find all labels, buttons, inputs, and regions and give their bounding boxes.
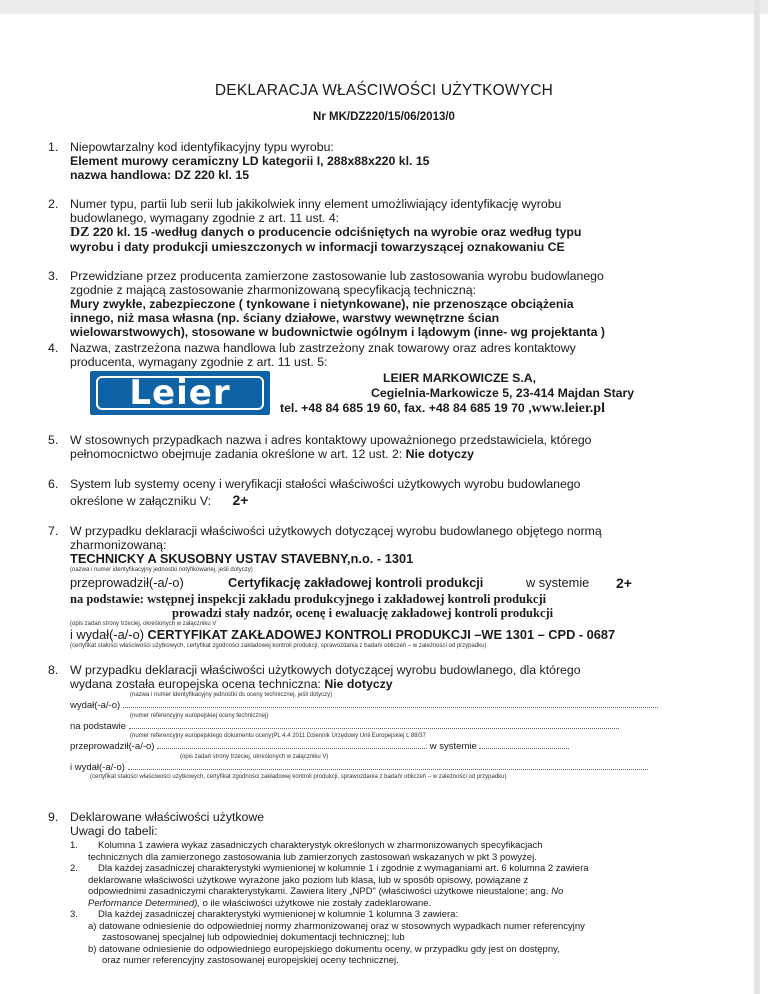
note-text: oraz numer referencyjny zastosowanej europejskiej oceny technicznej. (102, 955, 399, 966)
label: i wydał(-a/-o) (70, 627, 144, 642)
note-text: o ile właściwości użytkowe nie zostały zadeklarowane. (199, 897, 432, 909)
section-number: 5. (48, 433, 59, 447)
note-number: 3. (70, 909, 78, 920)
section-7 (48, 524, 690, 650)
type-number-cont: wyrobu i daty produkcji umieszczonych w informacji towarzyszącej oznakowaniu CE (70, 240, 565, 254)
section-4 (48, 341, 690, 369)
section-number: 3. (48, 269, 59, 283)
section-text: określone w załączniku V: (70, 494, 212, 508)
notes-title: Uwagi do tabeli: (70, 824, 158, 838)
label: na podstawie (70, 720, 126, 732)
section-text: Niepowtarzalny kod identyfikacyjny typu wyrobu: (70, 140, 334, 154)
caption: (certyfikat stałości właściwości użytkowych, certyfikat zgodności zakładowej kontroli produkcji, sprawozdania z badań/ obliczeń – w zależności od przypadku) (90, 774, 507, 780)
intended-use: innego, niż masa własna (np. ściany działowe, warstwy wewnętrzne ścian (70, 311, 500, 325)
type-text: 220 kl. 15 -według danych o producencie odciśniętych na wyrobie oraz według typu (89, 225, 582, 239)
caption: (certyfikat stałości właściwości użytkowych, certyfikat zgodności zakładowej kontroli produkcji, sprawozdania z badań/ obliczeń – w zależności od przypadku) (70, 643, 487, 649)
blank-line (157, 740, 427, 749)
section-8 (48, 663, 690, 781)
avcp-system: 2+ (232, 492, 249, 508)
section-9 (48, 810, 690, 967)
section-number: 1. (48, 140, 59, 154)
section-5 (48, 433, 690, 461)
caption: (opis zadań strony trzeciej, określonych w załączniku V) (180, 753, 329, 760)
certificate-number: CERTYFIKAT ZAKŁADOWEJ KONTROLI PRODUKCJI –WE 1301 – CPD - 0687 (147, 627, 616, 642)
product-code: Element murowy ceramiczny LD kategorii I, 288x88x220 kl. 15 (70, 154, 430, 168)
note-number: 2. (70, 863, 78, 874)
section-number: 9. (48, 810, 59, 824)
caption: (nazwa i numer identyfikacyjny jednostki ds oceny technicznej, jeśli dotyczy) (130, 692, 333, 698)
contact-phone-fax: tel. +48 84 685 19 60, fax. +48 84 685 19 70 , (280, 401, 532, 415)
blank-line (129, 720, 619, 729)
certification-line (70, 576, 690, 592)
note-text: technicznych dla zamierzonego zastosowania lub zamierzonych zastosowań wskazanych w pkt 3 powyżej. (88, 851, 537, 863)
note-1 (70, 840, 690, 863)
notified-body: TECHNICKY A SKUSOBNY USTAV STAVEBNY,n.o. - 1301 (70, 551, 414, 566)
company-address: Cegielnia-Markowicze 5, 23-414 Majdan Stary (371, 386, 635, 400)
company-contact (280, 401, 605, 417)
section-heading: Deklarowane właściwości użytkowe (70, 810, 265, 824)
caption: (nazwa i numer identyfikacyjny jednostki notyfikowanej, jeśli dotyczy) (70, 567, 253, 573)
section-text: Przewidziane przez producenta zamierzone zastosowanie lub zastosowania wyrobu budowlanego (70, 269, 604, 283)
certification-type: Certyfikację zakładowej kontroli produkcji (228, 575, 484, 590)
blank-line (479, 740, 569, 749)
section-text: zgodnie z mającą zastosowanie zharmonizowaną specyfikacją techniczną: (70, 283, 477, 297)
type-number (70, 225, 690, 240)
system-value: 2+ (616, 575, 632, 591)
caption: (numer referencyjny europejskiej oceny technicznej) (130, 712, 269, 719)
note-number: 1. (70, 840, 78, 851)
section-text: W przypadku deklaracji właściwości użytkowych dotyczącej wyrobu budowlanego objętego normą (70, 524, 602, 538)
notes-list (70, 840, 690, 967)
section-text: System lub systemy oceny i weryfikacji stałości właściwości użytkowych wyrobu budowlanego (70, 477, 581, 491)
intended-use: Mury zwykłe, zabezpieczone ( tynkowane i nietynkowane), nie przenoszące obciążenia (70, 297, 574, 311)
logo-text: Leier (96, 376, 264, 410)
section-3 (48, 269, 690, 339)
representative-value: Nie dotyczy (405, 447, 474, 461)
label: w systemie (526, 575, 590, 590)
basis-text: prowadzi stały nadzór, ocenę i ewaluację zakładowej kontroli produkcji (172, 606, 554, 620)
note-text: zastosowanej specjalnej lub odpowiedniej dokumentacji technicznej; lub (102, 932, 405, 943)
trade-name: nazwa handlowa: DZ 220 kl. 15 (70, 168, 250, 182)
label: przeprowadził(-a/-o) (70, 741, 155, 752)
scan-top-edge (0, 0, 768, 14)
blank-line (128, 761, 648, 770)
blank-line (123, 699, 658, 708)
type-prefix: DZ (70, 225, 90, 240)
leier-logo (90, 371, 270, 415)
section-2 (48, 197, 690, 254)
note-text: Dla każdej zasadniczej charakterystyki wymienionej w kolumnie 1 i zgodnie z wymaganiami art. 6 kolumna 2 zawiera (98, 863, 589, 874)
label: wydał(-a/-o) (70, 700, 121, 711)
caption: (opis zadań strony trzeciej, określonych w załączniku V (70, 621, 217, 627)
company-name: LEIER MARKOWICZE S.A, (383, 371, 537, 385)
scan-right-edge (754, 0, 760, 994)
note-3 (70, 909, 690, 967)
label: w systemie (429, 741, 477, 752)
note-text: No (551, 886, 564, 897)
section-text: budowlanego, wymagany zgodnie z art. 11 ust. 4: (70, 211, 340, 225)
basis-text: na podstawie: wstępnej inspekcji zakładu produkcyjnego i zakładowej kontroli produkcji (70, 592, 547, 606)
document-number: Nr MK/DZ220/15/06/2013/0 (313, 111, 455, 123)
section-text: zharmonizowaną: (70, 538, 167, 552)
section-6 (48, 477, 690, 508)
section-number: 8. (48, 663, 59, 677)
note-text: deklarowane właściwości użytkowe wyrażone jako poziom lub klasa, lub w sposób opisowy, powiązane z (88, 874, 529, 886)
section-text: Nazwa, zastrzeżona nazwa handlowa lub zastrzeżony znak towarowy oraz adres kontaktowy (70, 341, 576, 355)
note-2 (70, 863, 690, 909)
section-text: producenta, wymagany zgodnie z art. 11 ust. 5: (70, 355, 328, 369)
section-text: Numer typu, partii lub serii lub jakikolwiek inny element umożliwiający identyfikację wyrobu (70, 197, 562, 211)
label: przeprowadził(-a/-o) (70, 575, 184, 590)
note-text: Performance Determined), (88, 897, 200, 909)
section-text: wydana została europejska ocena techniczna: (70, 677, 321, 691)
section-1 (48, 140, 690, 182)
section-number: 2. (48, 197, 59, 211)
note-text: Dla każdej zasadniczej charakterystyki wymienionej w kolumnie 1 kolumna 3 zawiera: (98, 909, 459, 920)
note-text: a) datowane odniesienie do odpowiedniej normy zharmonizowanej oraz w stosownych wypadkach numer referencyjny (88, 920, 585, 932)
section-text: W przypadku deklaracji właściwości użytkowych dotyczącej wyrobu budowlanego, dla którego (70, 663, 581, 677)
caption: (numer referencyjny europejskiego dokumentu oceny)PL 4.4 2011 Dziennik Urzędowy Unii Europejskiej L 88/37 (130, 733, 426, 739)
note-text: odpowiednimi zasadniczymi charakterystykami. Zawiera litery „NPD" (właściwości użytkowe nieustalone; ang. (88, 886, 549, 897)
section-text: pełnomocnictwo obejmuje zadania określone w art. 12 ust. 2: (70, 447, 403, 461)
note-text: b) datowane odniesienie do odpowiedniego europejskiego dokumentu oceny, w przypadku gdy jest on dostępny, (88, 943, 560, 955)
note-text: Kolumna 1 zawiera wykaz zasadniczych charakterystyk określonych w zharmonizowanych specyfikacjach (98, 840, 543, 851)
section-number: 6. (48, 477, 59, 491)
company-website-link[interactable]: www.leier.pl (531, 401, 605, 416)
document-title: DEKLARACJA WŁAŚCIWOŚCI UŻYTKOWYCH (214, 82, 554, 99)
label: i wydał(-a/-o) (70, 761, 125, 773)
section-number: 4. (48, 341, 59, 355)
intended-use: wielowarstwowych), stosowane w budownictwie ogólnym i lądowym (inne- wg projektanta ) (70, 325, 605, 339)
section-number: 7. (48, 524, 59, 538)
section-text: W stosownych przypadkach nazwa i adres kontaktowy upoważnionego przedstawiciela, którego (70, 433, 592, 447)
eta-value: Nie dotyczy (324, 677, 393, 691)
